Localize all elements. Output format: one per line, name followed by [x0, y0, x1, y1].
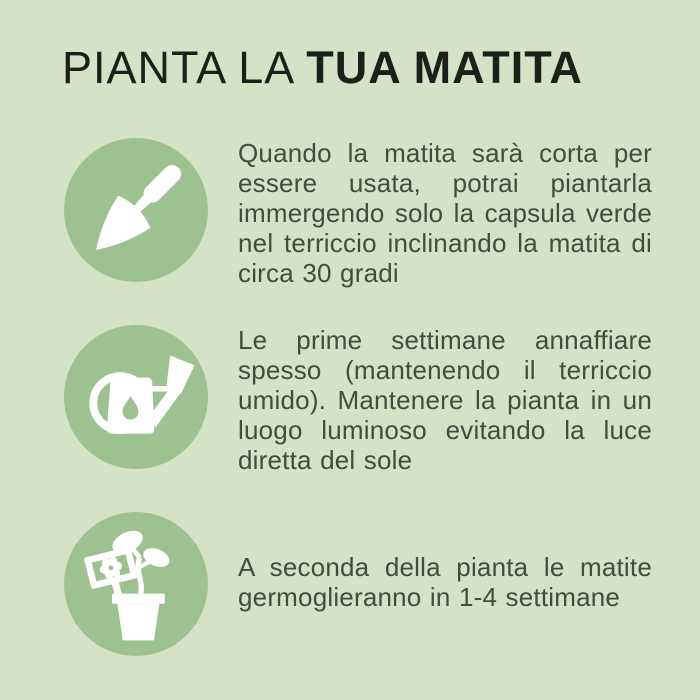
- sprout-pot-icon: [64, 512, 208, 656]
- step-watering: [64, 325, 652, 475]
- title-bold-text: TUA MATITA: [306, 42, 583, 93]
- step-watering-text: Le prime settimane annaffiare spesso (mantenendo il terriccio umido). Mantenere la pianta in un luogo luminoso evitando la luce diretta del sole: [238, 325, 652, 475]
- trowel-icon: [64, 138, 208, 282]
- step-germination-text: A seconda della pianta le matite germoglieranno in 1-4 settimane: [238, 552, 652, 612]
- step-planting-text: Quando la matita sarà corta per essere usata, potrai piantarla immergendo solo la capsula verde nel terriccio inclinando la matita di circa 30 gradi: [238, 138, 652, 288]
- step-planting: [64, 138, 652, 288]
- watering-can-icon: [64, 325, 208, 469]
- title-light-text: PIANTA LA: [62, 42, 307, 93]
- page-title: [62, 42, 583, 94]
- step-germination: [64, 512, 652, 656]
